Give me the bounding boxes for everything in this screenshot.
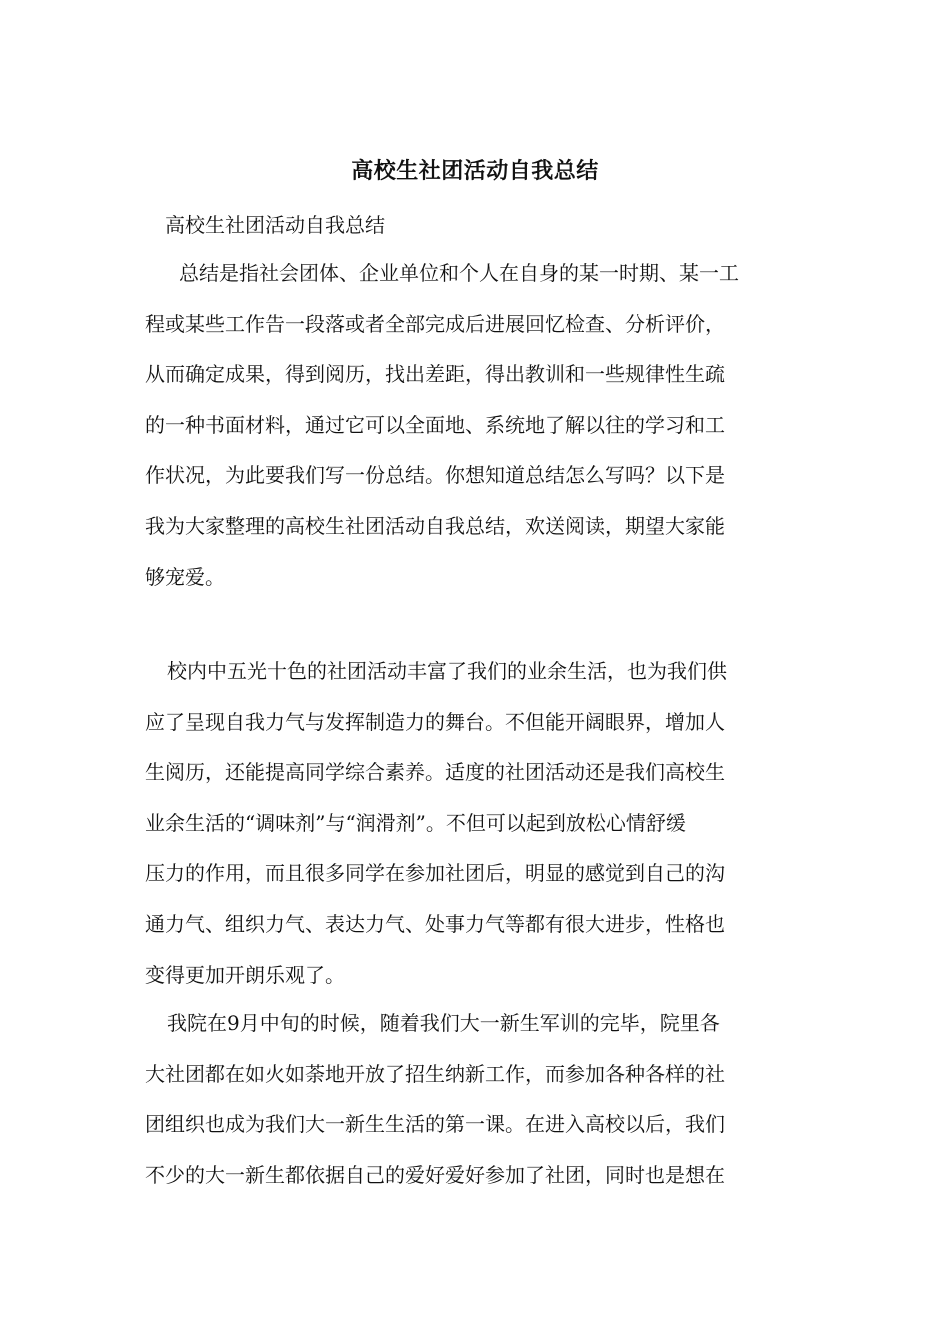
paragraph-line: 从而确定成果，得到阅历，找出差距，得出教训和一些规律性生疏: [145, 362, 725, 387]
paragraph-line: 变得更加开朗乐观了。: [145, 962, 345, 987]
paragraph-line: 校内中五光十色的社团活动丰富了我们的业余生活，也为我们供: [167, 659, 727, 683]
paragraph-line: 业余生活的“调味剂”与“润滑剂”。不但可以起到放松心情舒缓: [145, 810, 686, 835]
paragraph-line: 我为大家整理的高校生社团活动自我总结，欢送阅读，期望大家能: [145, 513, 725, 538]
paragraph-line: 大社团都在如火如荼地开放了招生纳新工作，而参加各种各样的社: [145, 1061, 725, 1086]
paragraph-line: 程或某些工作告一段落或者全部完成后进展回忆检查、分析评价，: [145, 311, 725, 336]
document-title: 高校生社团活动自我总结: [351, 158, 599, 184]
paragraph-line: 团组织也成为我们大一新生生活的第一课。在进入高校以后，我们: [145, 1112, 725, 1137]
paragraph-intro: [145, 248, 805, 602]
paragraph-line: 通力气、组织力气、表达力气、处事力气等都有很大进步，性格也: [145, 911, 725, 936]
paragraph-line: 够宠爱。: [145, 564, 225, 589]
paragraph-recruitment: [145, 998, 805, 1200]
paragraph-line: 生阅历，还能提高同学综合素养。适度的社团活动还是我们高校生: [145, 760, 725, 785]
paragraph-campus-clubs: [145, 646, 805, 1000]
paragraph-line: 应了呈现自我力气与发挥制造力的舞台。不但能开阔眼界，增加人: [145, 709, 725, 734]
document-subtitle: 高校生社团活动自我总结: [165, 213, 385, 237]
paragraph-line: 总结是指社会团体、企业单位和个人在自身的某一时期、某一工: [179, 261, 739, 285]
paragraph-line: 的一种书面材料，通过它可以全面地、系统地了解以往的学习和工: [145, 412, 725, 437]
paragraph-line: 不少的大一新生都依据自己的爱好爱好参加了社团，同时也是想在: [145, 1162, 725, 1187]
paragraph-line: 压力的作用，而且很多同学在参加社团后，明显的感觉到自己的沟: [145, 861, 725, 886]
paragraph-line: 作状况，为此要我们写一份总结。你想知道总结怎么写吗？以下是: [145, 463, 725, 488]
paragraph-line: 我院在9月中旬的时候，随着我们大一新生军训的完毕，院里各: [167, 1011, 720, 1035]
